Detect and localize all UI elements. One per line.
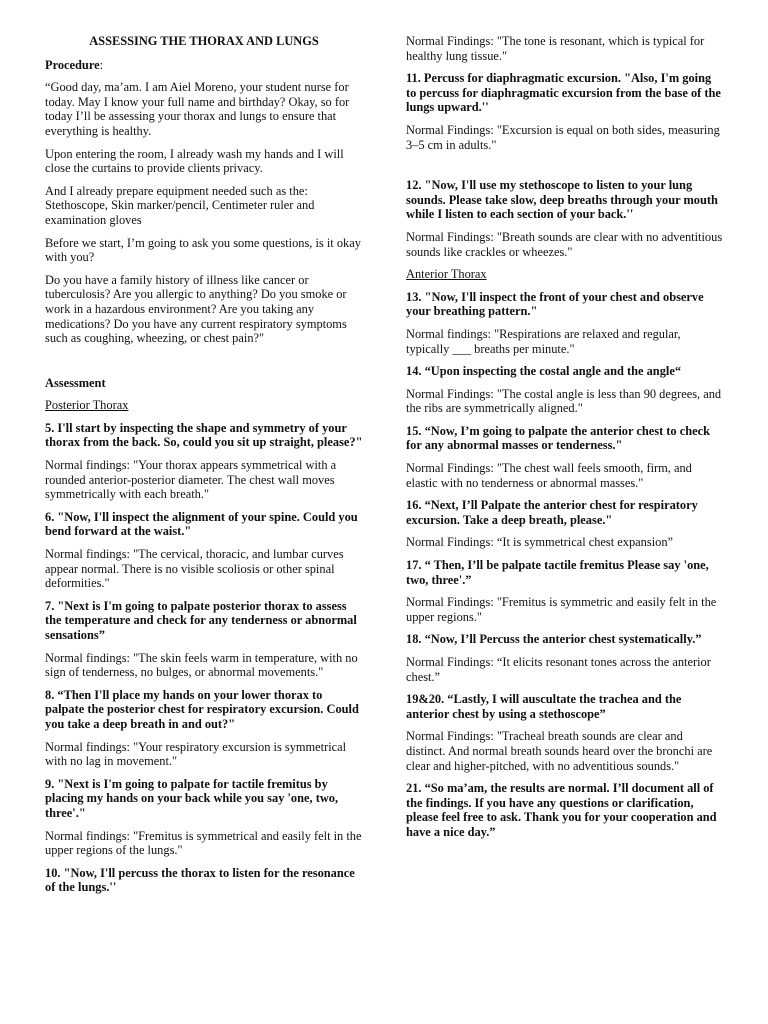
finding-11: Normal Findings: "Excursion is equal on both sides, measuring 3–5 cm in adults." — [406, 122, 720, 152]
finding-13: Normal findings: "Respirations are relaxed and regular, typically ___ breaths per minute." — [406, 326, 681, 356]
step-19-20: 19&20. “Lastly, I will auscultate the trachea and the anterior chest by using a stethoscope” — [406, 692, 682, 721]
step-6: 6. "Now, I'll inspect the alignment of your spine. Could you bend forward at the waist." — [45, 509, 358, 539]
step-10: 10. "Now, I'll percuss the thorax to listen for the resonance of the lungs.'' — [45, 865, 355, 895]
step-15: 15. “Now, I’m going to palpate the anterior chest to check for any abnormal masses or tenderness." — [406, 423, 710, 453]
finding-17: Normal Findings: "Fremitus is symmetric and easily felt in the upper regions." — [406, 595, 717, 624]
procedure-heading — [45, 58, 363, 73]
equipment-paragraph: And I already prepare equipment needed such as the: Stethoscope, Skin marker/pencil, Centimeter ruler and examination gloves — [45, 183, 315, 227]
procedure-colon: : — [99, 57, 104, 72]
document-title: ASSESSING THE THORAX AND LUNGS — [89, 34, 319, 48]
step-8: 8. “Then I'll place my hands on your lower thorax to palpate the posterior chest for respiratory excursion. Could you take a deep breath in and out?" — [45, 687, 359, 731]
finding-18: Normal Findings: “It elicits resonant tones across the anterior chest.” — [406, 655, 711, 684]
step-5: 5. I'll start by inspecting the shape and symmetry of your thorax from the back. So, could you sit up straight, please?" — [45, 420, 363, 450]
step-11: 11. Percuss for diaphragmatic excursion. "Also, I'm going to percuss for diaphragmatic excursion from the base of the lungs upward.'' — [406, 71, 721, 115]
posterior-thorax-heading: Posterior Thorax — [45, 398, 129, 413]
step-16: 16. “Next, I’ll Palpate the anterior chest for respiratory excursion. Take a deep breath, please." — [406, 498, 698, 527]
step-18: 18. “Now, I’ll Percuss the anterior chest systematically.” — [406, 632, 702, 647]
finding-15: Normal Findings: "The chest wall feels smooth, firm, and elastic with no tenderness or abnormal masses." — [406, 461, 692, 490]
procedure-label: Procedure — [45, 57, 100, 72]
step-12: 12. "Now, I'll use my stethoscope to listen to your lung sounds. Please take slow, deep breaths through your mouth while I listen to each section of your back.'' — [406, 178, 718, 222]
right-column — [406, 34, 724, 848]
finding-14: Normal Findings: "The costal angle is less than 90 degrees, and the ribs are symmetrically aligned." — [406, 386, 722, 416]
handwash-paragraph: Upon entering the room, I already wash my hands and I will close the curtains to provide clients privacy. — [45, 146, 344, 176]
step-17: 17. “ Then, I’ll be palpate tactile fremitus Please say 'one, two, three'.” — [406, 558, 709, 587]
left-column — [45, 34, 363, 903]
finding-8: Normal findings: "Your respiratory excursion is symmetrical with no lag in movement." — [45, 739, 347, 769]
step-9: 9. "Next is I'm going to palpate for tactile fremitus by placing my hands on your back while you say 'one, two, three'." — [45, 776, 339, 820]
step-14: 14. “Upon inspecting the costal angle and the angle“ — [406, 364, 682, 379]
finding-9: Normal findings: "Fremitus is symmetrical and easily felt in the upper regions of the lungs." — [45, 828, 362, 858]
history-questions: Do you have a family history of illness like cancer or tuberculosis? Are you allergic to anything? Do you smoke or work in a hazardous environment? Are you taking any medications? Do you have any current respiratory symptoms such as coughing, wheezing, or chest pain?" — [45, 272, 347, 346]
assessment-heading: Assessment — [45, 375, 106, 390]
finding-10: Normal Findings: "The tone is resonant, which is typical for healthy lung tissue." — [406, 34, 705, 63]
consent-question: Before we start, I’m going to ask you some questions, is it okay with you? — [45, 235, 361, 265]
finding-7: Normal findings: "The skin feels warm in temperature, with no sign of tenderness, no bulges, or abnormal movements." — [45, 650, 358, 680]
step-13: 13. "Now, I'll inspect the front of your chest and observe your breathing pattern." — [406, 289, 704, 319]
intro-paragraph: “Good day, ma’am. I am Aiel Moreno, your student nurse for today. May I know your full name and birthday? Okay, so for today I’ll be assessing your thorax and lungs to ensure that everything is healthy. — [45, 80, 350, 138]
step-21-closing: 21. “So ma’am, the results are normal. I’ll document all of the findings. If you have any questions or clarification, please feel free to ask. Thank you for your cooperation and have a nice day.” — [406, 781, 717, 839]
finding-12: Normal Findings: "Breath sounds are clear with no adventitious sounds like crackles or wheezes." — [406, 229, 723, 259]
step-7: 7. "Next is I'm going to palpate posterior thorax to assess the temperature and check for any tenderness or abnormal sensations” — [45, 598, 357, 642]
finding-6: Normal findings: "The cervical, thoracic, and lumbar curves appear normal. There is no visible scoliosis or other spinal deformities." — [45, 547, 344, 591]
finding-16: Normal Findings: “It is symmetrical chest expansion” — [406, 535, 674, 550]
finding-5: Normal findings: "Your thorax appears symmetrical with a rounded anterior-posterior diameter. The chest wall moves symmetrically with each breath." — [45, 458, 337, 502]
anterior-thorax-heading: Anterior Thorax — [406, 267, 487, 282]
finding-19-20: Normal Findings: "Tracheal breath sounds are clear and distinct. And normal breath sounds heard over the bronchi are clear and higher-pitched, with no adventitious sounds." — [406, 729, 713, 773]
